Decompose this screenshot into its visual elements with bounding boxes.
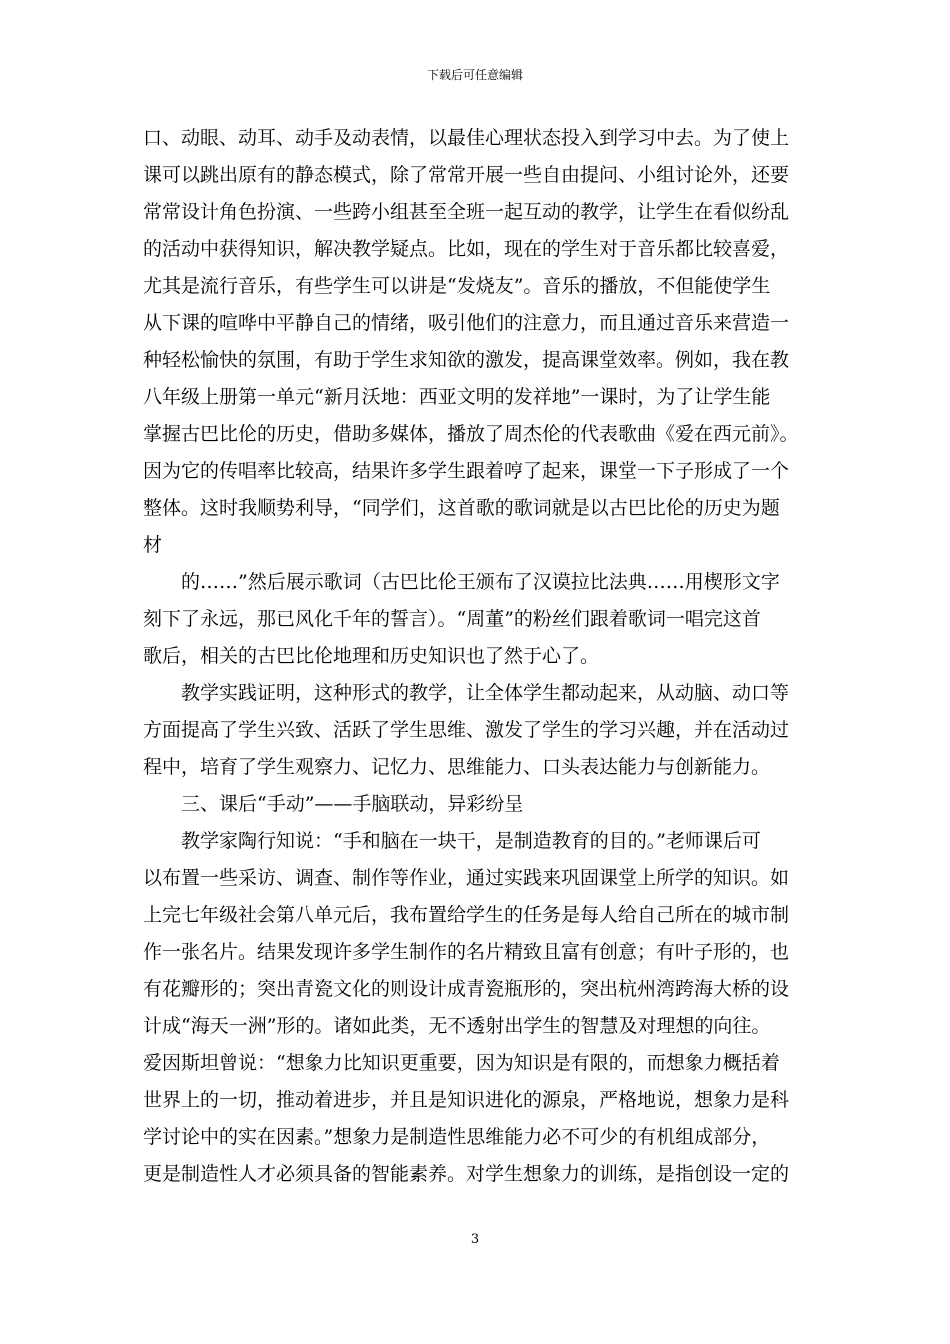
page-number: 3 bbox=[470, 1232, 480, 1247]
text-line: 有花瓣形的；突出青瓷文化的则设计成青瓷瓶形的，突出杭州湾跨海大桥的设 bbox=[143, 978, 790, 1000]
text-line: 上完七年级社会第八单元后，我布置给学生的任务是每人给自己所在的城市制 bbox=[143, 904, 790, 926]
text-line: 常常设计角色扮演、一些跨小组甚至全班一起互动的教学，让学生在看似纷乱 bbox=[143, 201, 790, 223]
text-line: 课可以跳出原有的静态模式，除了常常开展一些自由提问、小组讨论外，还要 bbox=[143, 164, 790, 186]
text-line: 的……”然后展示歌词（古巴比伦王颁布了汉谟拉比法典……用楔形文字 bbox=[181, 571, 780, 593]
text-line: 计成“海天一洲”形的。诸如此类，无不透射出学生的智慧及对理想的向往。 bbox=[143, 1015, 771, 1037]
text-line: 爱因斯坦曾说：“想象力比知识更重要，因为知识是有限的，而想象力概括着 bbox=[143, 1052, 780, 1074]
text-line: 因为它的传唱率比较高，结果许多学生跟着哼了起来，课堂一下子形成了一个 bbox=[143, 460, 790, 482]
text-line: 更是制造性人才必须具备的智能素养。对学生想象力的训练，是指创设一定的 bbox=[143, 1163, 790, 1185]
page-header: 下载后可任意编辑 bbox=[426, 68, 523, 82]
text-line: 掌握古巴比伦的历史，借助多媒体，播放了周杰伦的代表歌曲《爱在西元前》。 bbox=[143, 423, 799, 445]
paragraph-start-line: 教学实践证明，这种形式的教学，让全体学生都动起来，从动脑、动口等 bbox=[181, 682, 790, 704]
text-line: 材 bbox=[143, 534, 163, 556]
text-line: 程中，培育了学生观察力、记忆力、思维能力、口头表达能力与创新能力。 bbox=[143, 756, 771, 778]
text-line: 口、动眼、动耳、动手及动表情，以最佳心理状态投入到学习中去。为了使上 bbox=[143, 127, 790, 149]
text-line: 整体。这时我顺势利导，“同学们，这首歌的歌词就是以古巴比伦的历史为题 bbox=[143, 497, 780, 519]
section-heading: 三、课后“手动”——手脑联动，异彩纷呈 bbox=[181, 793, 524, 815]
text-line: 作一张名片。结果发现许多学生制作的名片精致且富有创意；有叶子形的，也 bbox=[143, 941, 790, 963]
paragraph-start-line: 教学家陶行知说：“手和脑在一块干，是制造教育的目的。”老师课后可 bbox=[181, 830, 761, 852]
text-line: 歌后，相关的古巴比伦地理和历史知识也了然于心了。 bbox=[143, 645, 600, 667]
text-line: 从下课的喧哗中平静自己的情绪，吸引他们的注意力，而且通过音乐来营造一 bbox=[143, 312, 790, 334]
text-line: 尤其是流行音乐，有些学生可以讲是“发烧友”。音乐的播放，不但能使学生 bbox=[143, 275, 771, 297]
text-line: 学讨论中的实在因素。”想象力是制造性思维能力必不可少的有机组成部分， bbox=[143, 1126, 771, 1148]
document-body bbox=[143, 120, 813, 1193]
text-line: 的活动中获得知识，解决教学疑点。比如，现在的学生对于音乐都比较喜爱， bbox=[143, 238, 790, 260]
text-line: 以布置一些采访、调查、制作等作业，通过实践来巩固课堂上所学的知识。如 bbox=[143, 867, 790, 889]
text-line: 八年级上册第一单元“新月沃地：西亚文明的发祥地”一课时，为了让学生能 bbox=[143, 386, 771, 408]
text-line: 种轻松愉快的氛围，有助于学生求知欲的激发，提高课堂效率。例如，我在教 bbox=[143, 349, 790, 371]
text-line: 刻下了永远，那已风化千年的誓言）。“周董”的粉丝们跟着歌词一唱完这首 bbox=[143, 608, 761, 630]
text-line: 方面提高了学生兴致、活跃了学生思维、激发了学生的学习兴趣，并在活动过 bbox=[143, 719, 790, 741]
text-line: 世界上的一切，推动着进步，并且是知识进化的源泉，严格地说，想象力是科 bbox=[143, 1089, 790, 1111]
